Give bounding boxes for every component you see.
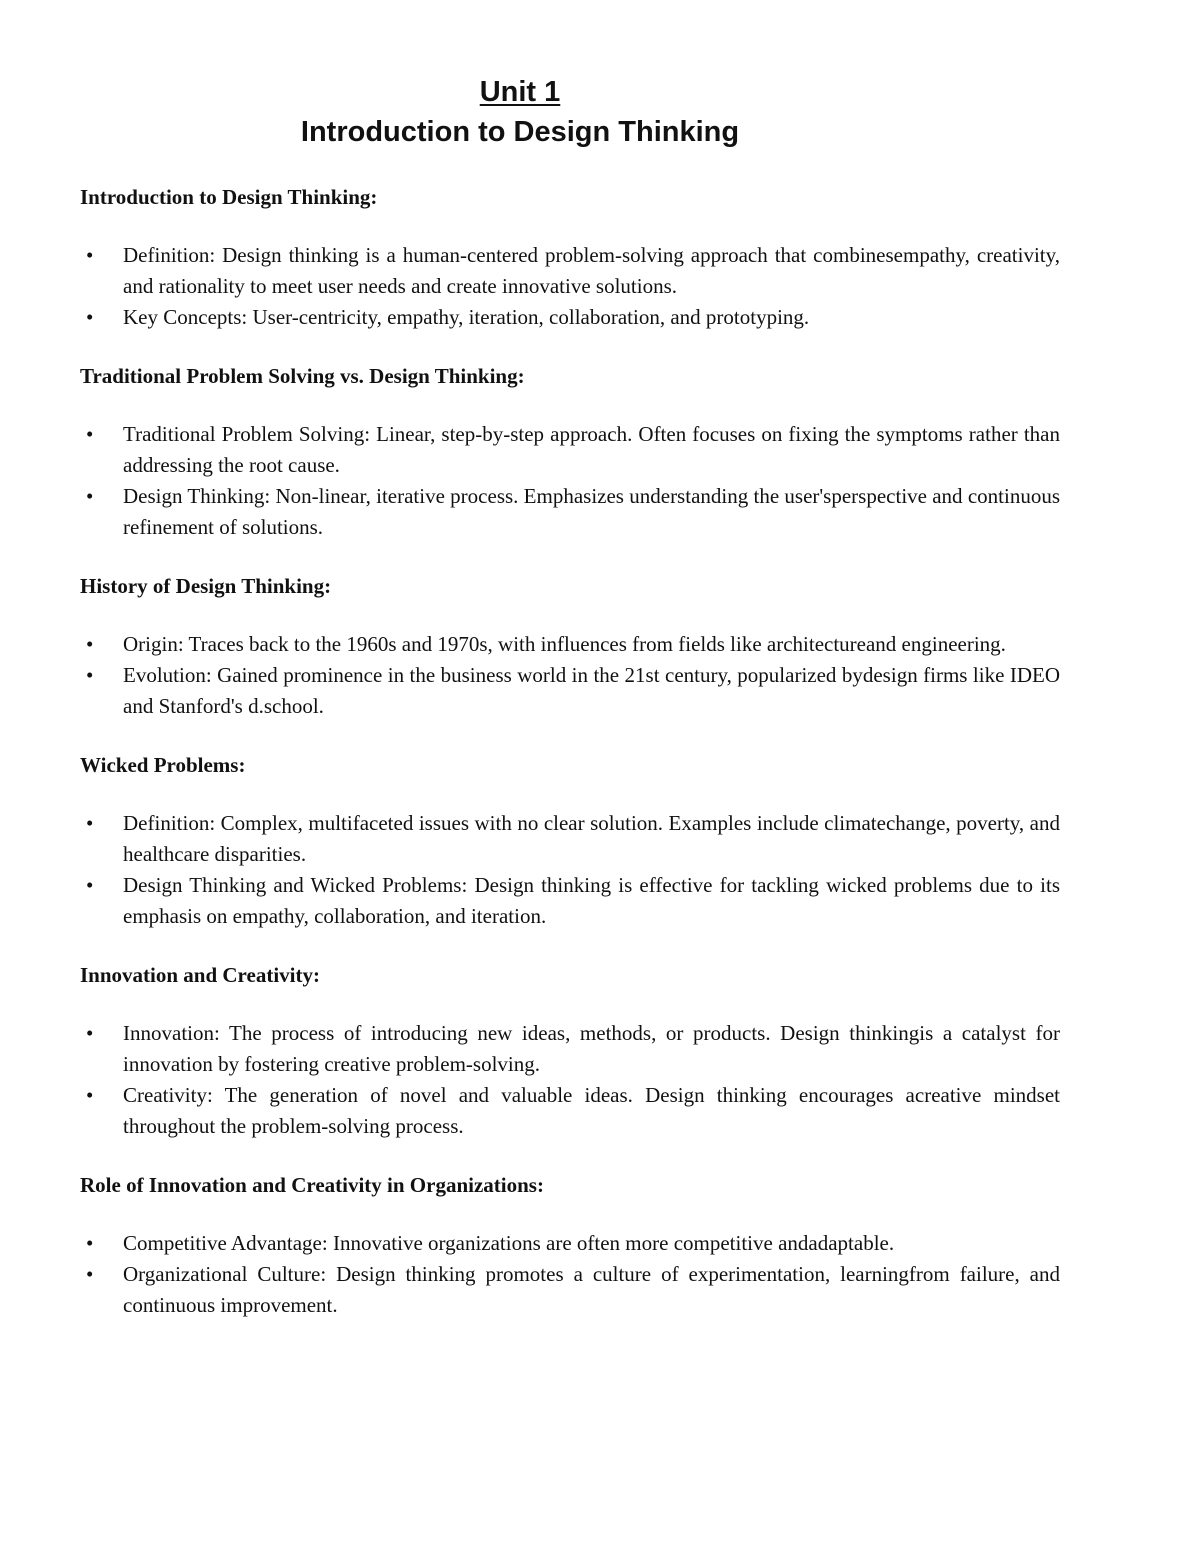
- bullet-icon: •: [86, 811, 94, 835]
- bullet-icon: •: [86, 243, 94, 267]
- section-innovation-creativity: [80, 960, 1060, 1142]
- section-heading: Innovation and Creativity:: [80, 963, 320, 987]
- list-item-text: Definition: Complex, multifaceted issues with no clear solution. Examples include climatechange, poverty, and healthcare disparities.: [123, 811, 1060, 866]
- list-item-text: Key Concepts: User-centricity, empathy, iteration, collaboration, and prototyping.: [123, 305, 810, 329]
- list-item-text: Competitive Advantage: Innovative organizations are often more competitive andadaptable.: [123, 1231, 895, 1255]
- bullet-list: [80, 629, 1060, 722]
- section-intro: [80, 182, 1060, 333]
- list-item: [80, 240, 1060, 302]
- list-item: [80, 870, 1060, 932]
- list-item-text: Origin: Traces back to the 1960s and 1970s, with influences from fields like architectureand engineering.: [123, 632, 1006, 656]
- bullet-icon: •: [86, 663, 94, 687]
- bullet-list: [80, 1018, 1060, 1142]
- unit-title: Unit 1: [479, 76, 561, 108]
- list-item: [80, 481, 1060, 543]
- section-heading: Introduction to Design Thinking:: [80, 185, 378, 209]
- bullet-list: [80, 240, 1060, 333]
- list-item-text: Organizational Culture: Design thinking promotes a culture of experimentation, learningfrom failure, and continuous improvement.: [123, 1262, 1060, 1317]
- section-history: [80, 571, 1060, 722]
- bullet-icon: •: [86, 422, 94, 446]
- section-traditional-vs-design: [80, 361, 1060, 543]
- list-item: [80, 1080, 1060, 1142]
- bullet-icon: •: [86, 1021, 94, 1045]
- bullet-icon: •: [86, 484, 94, 508]
- bullet-icon: •: [86, 632, 94, 656]
- list-item: [80, 1018, 1060, 1080]
- bullet-icon: •: [86, 1231, 94, 1255]
- title-block: [0, 72, 1040, 152]
- list-item: [80, 808, 1060, 870]
- section-heading: Traditional Problem Solving vs. Design Thinking:: [80, 364, 525, 388]
- bullet-icon: •: [86, 305, 94, 329]
- list-item-text: Design Thinking: Non-linear, iterative process. Emphasizes understanding the user'sperspective and continuous refinement of solutions.: [123, 484, 1060, 539]
- bullet-icon: •: [86, 873, 94, 897]
- section-heading: Role of Innovation and Creativity in Organizations:: [80, 1173, 544, 1197]
- list-item: [80, 419, 1060, 481]
- section-heading: Wicked Problems:: [80, 753, 246, 777]
- list-item-text: Creativity: The generation of novel and valuable ideas. Design thinking encourages acreative mindset throughout the problem-solving process.: [123, 1083, 1060, 1138]
- list-item-text: Definition: Design thinking is a human-centered problem-solving approach that combinesempathy, creativity, and rationality to meet user needs and create innovative solutions.: [123, 243, 1060, 298]
- list-item: [80, 1259, 1060, 1321]
- bullet-list: [80, 1228, 1060, 1321]
- list-item: [80, 302, 1060, 333]
- bullet-icon: •: [86, 1262, 94, 1286]
- bullet-list: [80, 419, 1060, 543]
- list-item-text: Evolution: Gained prominence in the business world in the 21st century, popularized bydesign firms like IDEO and Stanford's d.school.: [123, 663, 1060, 718]
- document-body: [80, 182, 1060, 1349]
- bullet-icon: •: [86, 1083, 94, 1107]
- list-item-text: Innovation: The process of introducing new ideas, methods, or products. Design thinkingis a catalyst for innovation by fostering creative problem-solving.: [123, 1021, 1060, 1076]
- page-title: Introduction to Design Thinking: [300, 116, 740, 148]
- list-item-text: Design Thinking and Wicked Problems: Design thinking is effective for tackling wicked problems due to its emphasis on empathy, collaboration, and iteration.: [123, 873, 1060, 928]
- list-item: [80, 1228, 1060, 1259]
- section-heading: History of Design Thinking:: [80, 574, 332, 598]
- section-wicked-problems: [80, 750, 1060, 932]
- section-role-in-organizations: [80, 1170, 1060, 1321]
- bullet-list: [80, 808, 1060, 932]
- list-item-text: Traditional Problem Solving: Linear, step-by-step approach. Often focuses on fixing the symptoms rather than addressing the root cause.: [123, 422, 1060, 477]
- list-item: [80, 660, 1060, 722]
- list-item: [80, 629, 1060, 660]
